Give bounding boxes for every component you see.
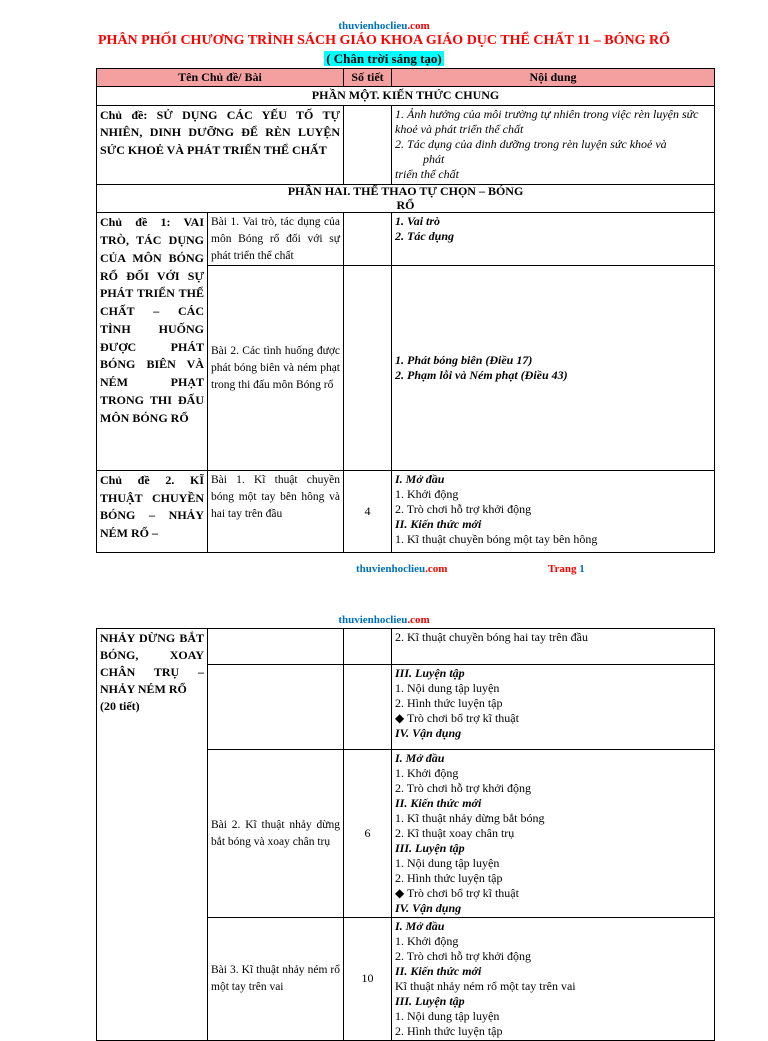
t2l1-more-4: IV. Vận dụng xyxy=(395,726,462,740)
topic0-content-2c: triển thể chất xyxy=(395,166,459,181)
topic2-lesson1: Bài 1. Kĩ thuật chuyền bóng một tay bên hông và hai tay trên đầu xyxy=(208,471,344,553)
topic2-lesson2: Bài 2. Kĩ thuật nhảy dừng bắt bóng và xoay chân trụ xyxy=(208,750,344,918)
t2l3-item-2: 2. Trò chơi hỗ trợ khởi động xyxy=(395,949,532,963)
document-subtitle: ( Chân trời sáng tạo) xyxy=(326,51,442,66)
t2l2-item-2: 2. Trò chơi hỗ trợ khởi động xyxy=(395,781,532,795)
topic0-content xyxy=(392,105,715,184)
t2l3-item-4: Kĩ thuật nhảy ném rổ một tay trên vai xyxy=(395,979,576,993)
topic1-lesson1: Bài 1. Vai trò, tác dụng của môn Bóng rổ đối với sự phát triển thể chất xyxy=(208,213,344,266)
site-name: thuvienhoclieu xyxy=(338,20,408,32)
header-periods: Số tiết xyxy=(344,69,392,87)
part2-title xyxy=(97,184,715,213)
t2l1-item-1: 1. Khởi động xyxy=(395,487,459,502)
footer-site: thuvienhoclieu.com xyxy=(356,563,448,575)
topic2-lesson2-periods: 6 xyxy=(344,750,392,918)
t2l1-item-3: II. Kiến thức mới xyxy=(395,517,482,532)
t2l2-item-8: 2. Hình thức luyện tập xyxy=(395,871,503,885)
t2l1-more-0: III. Luyện tập xyxy=(395,666,465,680)
topic1-l2-content-1: 1. Phát bóng biên (Điều 17) xyxy=(395,353,533,368)
site-header-page2: thuvienhoclieu.com xyxy=(338,614,430,626)
topic2-lesson3-periods: 10 xyxy=(344,918,392,1041)
t2l2-item-4: 1. Kĩ thuật nhảy dừng bắt bóng xyxy=(395,811,545,825)
topic1-lesson2: Bài 2. Các tình huống được phát bóng biên và ném phạt trong thi đấu môn Bóng rổ xyxy=(208,266,344,471)
t2l2-item-5: 2. Kĩ thuật xoay chân trụ xyxy=(395,826,515,840)
document-title: PHÂN PHỐI CHƯƠNG TRÌNH SÁCH GIÁO KHOA GIÁO DỤC THỂ CHẤT 11 – BÓNG RỔ xyxy=(98,33,670,48)
topic2-lesson1-periods-cont2 xyxy=(344,665,392,750)
header-content: Nội dung xyxy=(392,69,715,87)
t2l1-more-1: 1. Nội dung tập luyện xyxy=(395,681,500,695)
t2l2-item-9-row: ◆ Trò chơi bổ trợ kĩ thuật xyxy=(395,886,519,900)
site-domain: .com xyxy=(407,20,430,32)
topic2-lesson1-cont xyxy=(208,629,344,665)
topic1-lesson1-content xyxy=(392,213,715,266)
topic1-name: Chủ đề 1: VAI TRÒ, TÁC DỤNG CỦA MÔN BÓNG RỔ ĐỐI VỚI SỰ PHÁT TRIỂN THỂ CHẤT – CÁC TÌNH HUỐNG ĐƯỢC PHÁT BÓNG BIÊN VÀ NÉM PHẠT TRONG THI ĐẤU MÔN BÓNG RỔ xyxy=(97,213,208,471)
t2l2-item-6: III. Luyện tập xyxy=(395,841,465,855)
topic1-lesson2-periods xyxy=(344,266,392,471)
topic0-content-2: 2. Tác dụng của dinh dưỡng trong rèn luyện sức khoẻ và xyxy=(395,136,667,151)
t2l2-item-1: 1. Khởi động xyxy=(395,766,459,780)
diamond-bullet-icon: ◆ xyxy=(395,886,405,900)
t2l1-item-2: 2. Trò chơi hỗ trợ khởi động xyxy=(395,502,532,517)
topic2-hours: (20 tiết) xyxy=(100,699,140,714)
diamond-bullet-icon: ◆ xyxy=(395,711,405,725)
header-topic: Tên Chủ đề/ Bài xyxy=(97,69,344,87)
topic2-lesson1-content-more xyxy=(392,665,715,750)
topic2-lesson1-cont2 xyxy=(208,665,344,750)
program-table-page2 xyxy=(96,628,715,1041)
topic1-l2-content-2: 2. Phạm lỗi và Ném phạt (Điều 43) xyxy=(395,368,568,383)
t2l3-item-5: III. Luyện tập xyxy=(395,994,465,1008)
t2l1-cont-item: 2. Kĩ thuật chuyền bóng hai tay trên đầu xyxy=(395,630,588,644)
topic2-lesson1-periods: 4 xyxy=(344,471,392,553)
topic0-periods xyxy=(344,105,392,184)
topic2-lesson1-content xyxy=(392,471,715,553)
topic2-lesson2-content xyxy=(392,750,715,918)
topic2-name-cont: NHẢY DỪNG BẮT BÓNG, XOAY CHÂN TRỤ – NHẢY NÉM RỔ xyxy=(100,631,204,697)
t2l1-more-2: 2. Hình thức luyện tập xyxy=(395,696,503,710)
t2l2-item-10: IV. Vận dụng xyxy=(395,901,462,915)
part2-title-line1: PHẦN HAI. THỂ THAO TỰ CHỌN – BÓNG xyxy=(287,183,524,198)
t2l1-item-4: 1. Kĩ thuật chuyền bóng một tay bên hông xyxy=(395,532,598,547)
topic2-lesson3: Bài 3. Kĩ thuật nhảy ném rổ một tay trên vai xyxy=(208,918,344,1041)
page-label: Trang xyxy=(548,563,577,575)
topic1-l1-content-2: 2. Tác dụng xyxy=(395,229,455,244)
topic1-l1-content-1: 1. Vai trò xyxy=(395,214,441,229)
topic2-lesson1-periods-cont xyxy=(344,629,392,665)
t2l2-item-0: I. Mở đầu xyxy=(395,751,445,765)
t2l2-item-7: 1. Nội dung tập luyện xyxy=(395,856,500,870)
topic2-lesson1-content-cont xyxy=(392,629,715,665)
t2l1-item-0: I. Mở đầu xyxy=(395,472,445,487)
part1-title: PHẦN MỘT. KIẾN THỨC CHUNG xyxy=(97,87,715,105)
subtitle-wrap xyxy=(0,50,768,68)
site-header xyxy=(0,20,768,32)
topic2-lesson3-content xyxy=(392,918,715,1041)
topic0-name: Chủ đề: SỬ DỤNG CÁC YẾU TỐ TỰ NHIÊN, DINH DƯỠNG ĐỂ RÈN LUYỆN SỨC KHOẺ VÀ PHÁT TRIỂN THỂ CHẤT xyxy=(97,105,344,184)
t2l3-item-0: I. Mở đầu xyxy=(395,919,445,933)
topic2-name-part2 xyxy=(97,629,208,1041)
t2l2-item-3: II. Kiến thức mới xyxy=(395,796,482,810)
t2l3-item-6: 1. Nội dung tập luyện xyxy=(395,1009,500,1023)
page-number: 1 xyxy=(579,563,585,575)
program-table-page1 xyxy=(96,68,715,553)
topic1-lesson1-periods xyxy=(344,213,392,266)
t2l3-item-3: II. Kiến thức mới xyxy=(395,964,482,978)
footer-page xyxy=(548,563,585,575)
topic2-name-part1: Chủ đề 2. KĨ THUẬT CHUYỀN BÓNG – NHẢY NÉM RỔ – xyxy=(97,471,208,553)
part2-title-line2: RỔ xyxy=(396,197,415,212)
t2l3-item-1: 1. Khởi động xyxy=(395,934,459,948)
topic0-content-1: 1. Ảnh hưởng của môi trường tự nhiên trong việc rèn luyện sức khoẻ và phát triển thể chất xyxy=(395,106,699,136)
t2l3-item-7: 2. Hình thức luyện tập xyxy=(395,1024,503,1038)
t2l1-more-3-row: ◆ Trò chơi bổ trợ kĩ thuật xyxy=(395,711,519,725)
topic1-lesson2-content xyxy=(392,266,715,471)
topic0-content-2b: phát xyxy=(423,151,445,166)
